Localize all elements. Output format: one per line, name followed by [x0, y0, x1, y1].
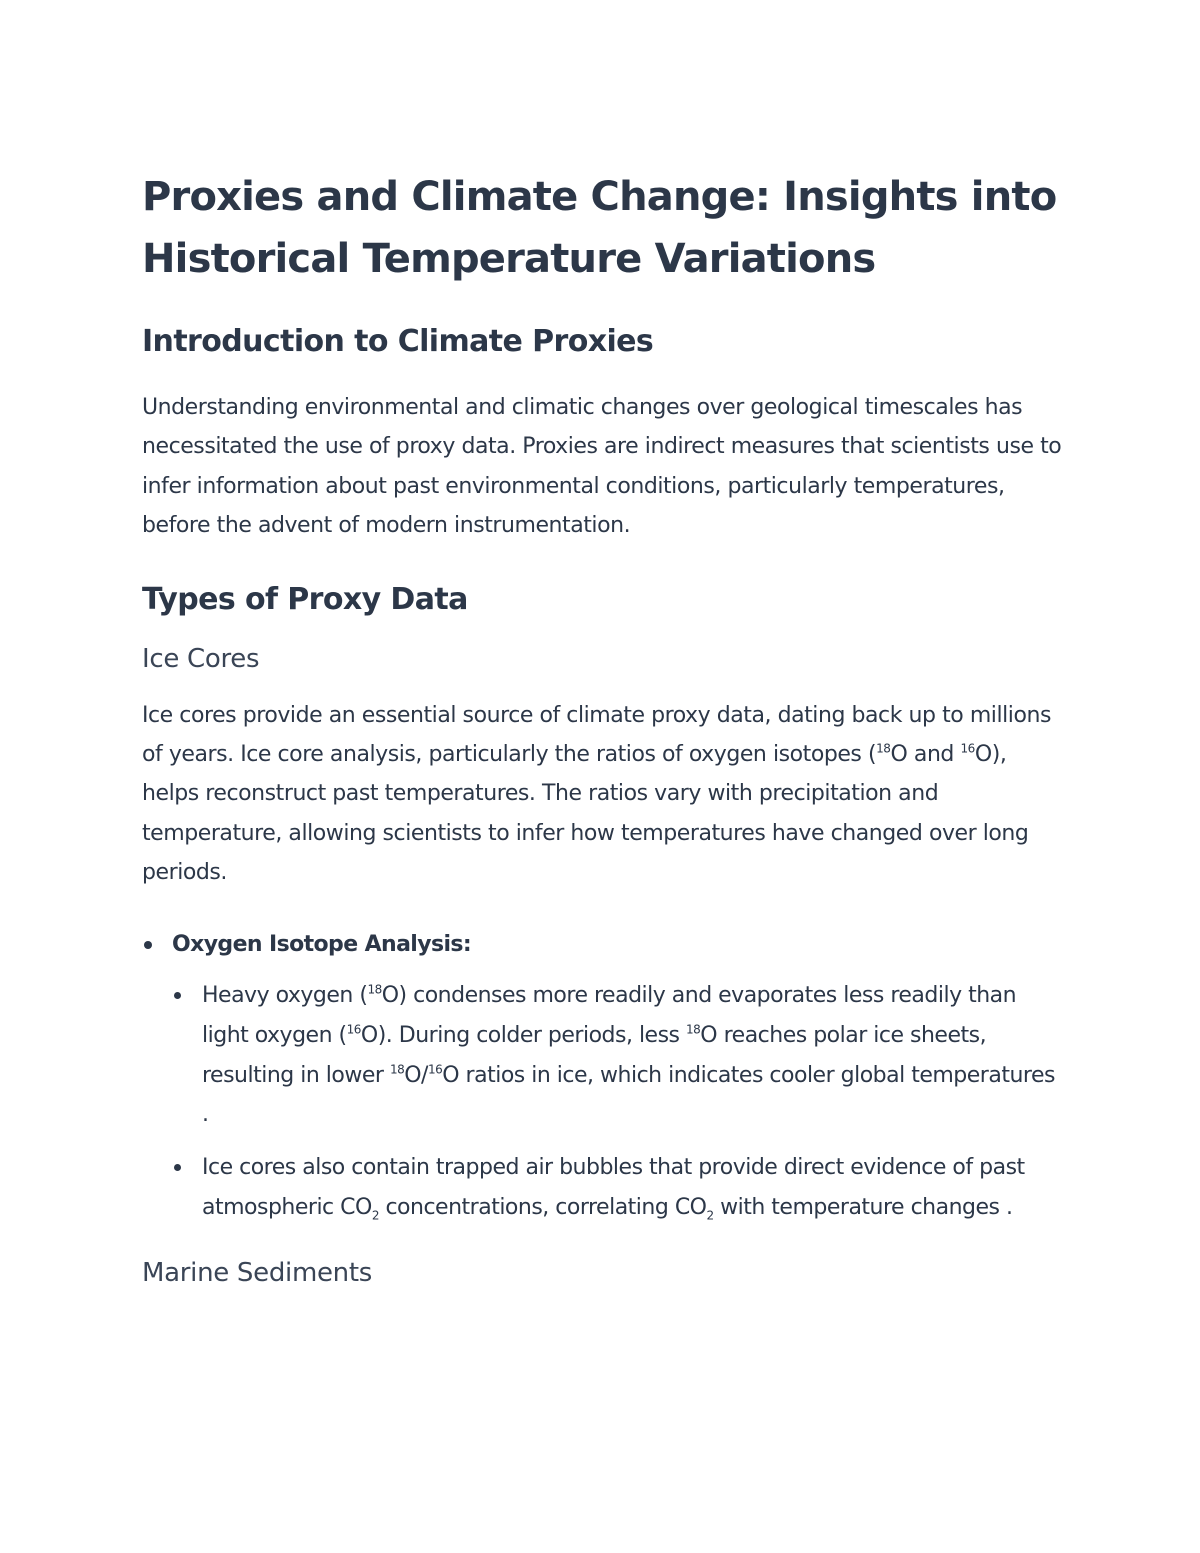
oxygen-isotope-label: Oxygen Isotope Analysis:: [172, 931, 472, 957]
list-item-air-bubbles: Ice cores also contain trapped air bubbles that provide direct evidence of past atmospheric $CO_2$ concentrations, correlating $CO_2$ with temperature changes .: [172, 1148, 1067, 1228]
document-page: [142, 166, 1067, 1310]
bullet-icon: [174, 1164, 181, 1171]
document-title: Proxies and Climate Change: Insights into Historical Temperature Variations: [142, 174, 1057, 282]
subsection-heading-marine-sediments: Marine Sediments: [142, 1257, 372, 1288]
subsection-heading-ice-cores: Ice Cores: [142, 643, 260, 674]
intro-paragraph: Understanding environmental and climatic changes over geological timescales has necessitated the use of proxy data. Proxies are indirect measures that scientists use to infer information about past environmental conditions, particularly temperatures, before the advent of modern instrumentation.: [142, 395, 1062, 539]
bullet-icon: [144, 941, 152, 949]
section-heading-types: Types of Proxy Data: [142, 581, 468, 617]
list-item-heavy-oxygen: Heavy oxygen ($^{18}$O) condenses more readily and evaporates less readily than light oxygen ($^{16}$O). During colder periods, less $^{18}$O reaches polar ice sheets, resulting in lower $^{18}$O/$^{16}$O ratios in ice, which indicates cooler global temperatures .: [172, 976, 1067, 1135]
ice-cores-paragraph: Ice cores provide an essential source of climate proxy data, dating back up to millions of years. Ice core analysis, particularly the ratios of oxygen isotopes ($^{18}$O and $^{16}$O), helps reconstruct past temperatures. The ratios vary with precipitation and temperature, allowing scientists to infer how temperatures have changed over long periods.: [142, 702, 1051, 886]
list-item-oxygen-isotope: [142, 925, 1067, 1228]
bullet-icon: [174, 992, 181, 999]
oxygen-isotope-sublist: [172, 976, 1067, 1228]
section-heading-intro: Introduction to Climate Proxies: [142, 324, 654, 359]
ice-cores-list: [142, 925, 1067, 1228]
